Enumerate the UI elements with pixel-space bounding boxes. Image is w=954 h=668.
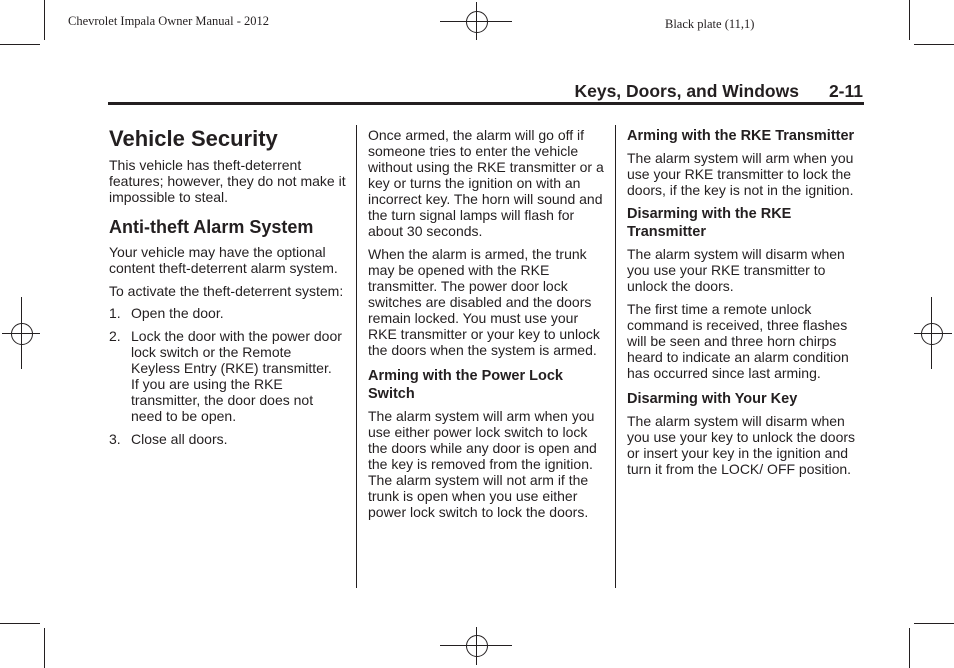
step-number: 1.: [109, 305, 121, 321]
crop-mark: [44, 0, 45, 40]
rke-disarming-heading: Disarming with the RKE Transmitter: [627, 206, 792, 240]
crop-mark: [914, 623, 954, 624]
column-2: [368, 127, 608, 520]
manual-title: Chevrolet Impala Owner Manual - 2012: [68, 14, 269, 28]
section-title: Keys, Doors, and Windows: [574, 81, 799, 101]
page-title: Vehicle Security: [109, 126, 278, 151]
list-item: [109, 305, 349, 321]
column-1: [109, 126, 349, 447]
power-lock-paragraph: The alarm system will arm when you use either power lock switch to lock the doors while any door is open and the key is removed from the ignition. The alarm system will not arm if the trunk is open when you use either power lock switch to lock the doors.: [368, 408, 597, 520]
column-divider-2: [615, 125, 616, 588]
column-3: [627, 127, 863, 477]
crop-mark: [909, 628, 910, 668]
intro-paragraph: This vehicle has theft-deterrent features; however, they do not make it impossible to steal.: [109, 157, 346, 205]
list-item: [109, 431, 349, 447]
optional-paragraph: Your vehicle may have the optional content theft-deterrent alarm system.: [109, 244, 338, 276]
key-disarming-heading: Disarming with Your Key: [627, 391, 798, 407]
step-number: 3.: [109, 431, 121, 447]
plate-label: Black plate (11,1): [665, 17, 755, 31]
key-disarming-paragraph: The alarm system will disarm when you use your key to unlock the doors or insert your key in the ignition and turn it from the LOCK/ OFF position.: [627, 413, 856, 477]
step-number: 2.: [109, 328, 121, 344]
activate-paragraph: To activate the theft-deterrent system:: [109, 283, 344, 299]
crop-mark: [44, 628, 45, 668]
rke-disarming-paragraph: The alarm system will disarm when you use your RKE transmitter to unlock the doors.: [627, 246, 845, 294]
activation-steps: [109, 305, 349, 447]
armed-paragraph: Once armed, the alarm will go off if someone tries to enter the vehicle without using the RKE transmitter or a key or turns the ignition on with an incorrect key. The horn will sound and the turn signal lamps will flash for about 30 seconds.: [368, 127, 604, 239]
alarm-system-heading: Anti-theft Alarm System: [109, 217, 314, 237]
remote-unlock-paragraph: The first time a remote unlock command is received, three flashes will be seen and three horn chirps heard to indicate an alarm condition has occurred since last arming.: [627, 301, 849, 381]
header-rule: [108, 102, 864, 105]
trunk-paragraph: When the alarm is armed, the trunk may be opened with the RKE transmitter. The power door lock switches are disabled and the doors remain locked. You must use your RKE transmitter or your key to unlock the doors when the system is armed.: [368, 246, 600, 358]
crop-mark: [909, 0, 910, 40]
crop-mark: [914, 44, 954, 45]
column-divider-1: [356, 125, 357, 588]
list-item: [109, 328, 349, 424]
crop-mark: [0, 44, 40, 45]
power-lock-heading: Arming with the Power Lock Switch: [368, 368, 563, 402]
step-text: Close all doors.: [131, 431, 228, 447]
section-header: [574, 81, 863, 102]
rke-arming-paragraph: The alarm system will arm when you use your RKE transmitter to lock the doors, if the key is not in the ignition.: [627, 150, 854, 198]
rke-arming-heading: Arming with the RKE Transmitter: [627, 128, 855, 144]
crop-mark: [0, 623, 40, 624]
step-text: Lock the door with the power door lock switch or the Remote Keyless Entry (RKE) transmitter. If you are using the RKE transmitter, the door does not need to be open.: [131, 328, 342, 424]
step-text: Open the door.: [131, 305, 224, 321]
page-number: 2-11: [828, 81, 863, 101]
